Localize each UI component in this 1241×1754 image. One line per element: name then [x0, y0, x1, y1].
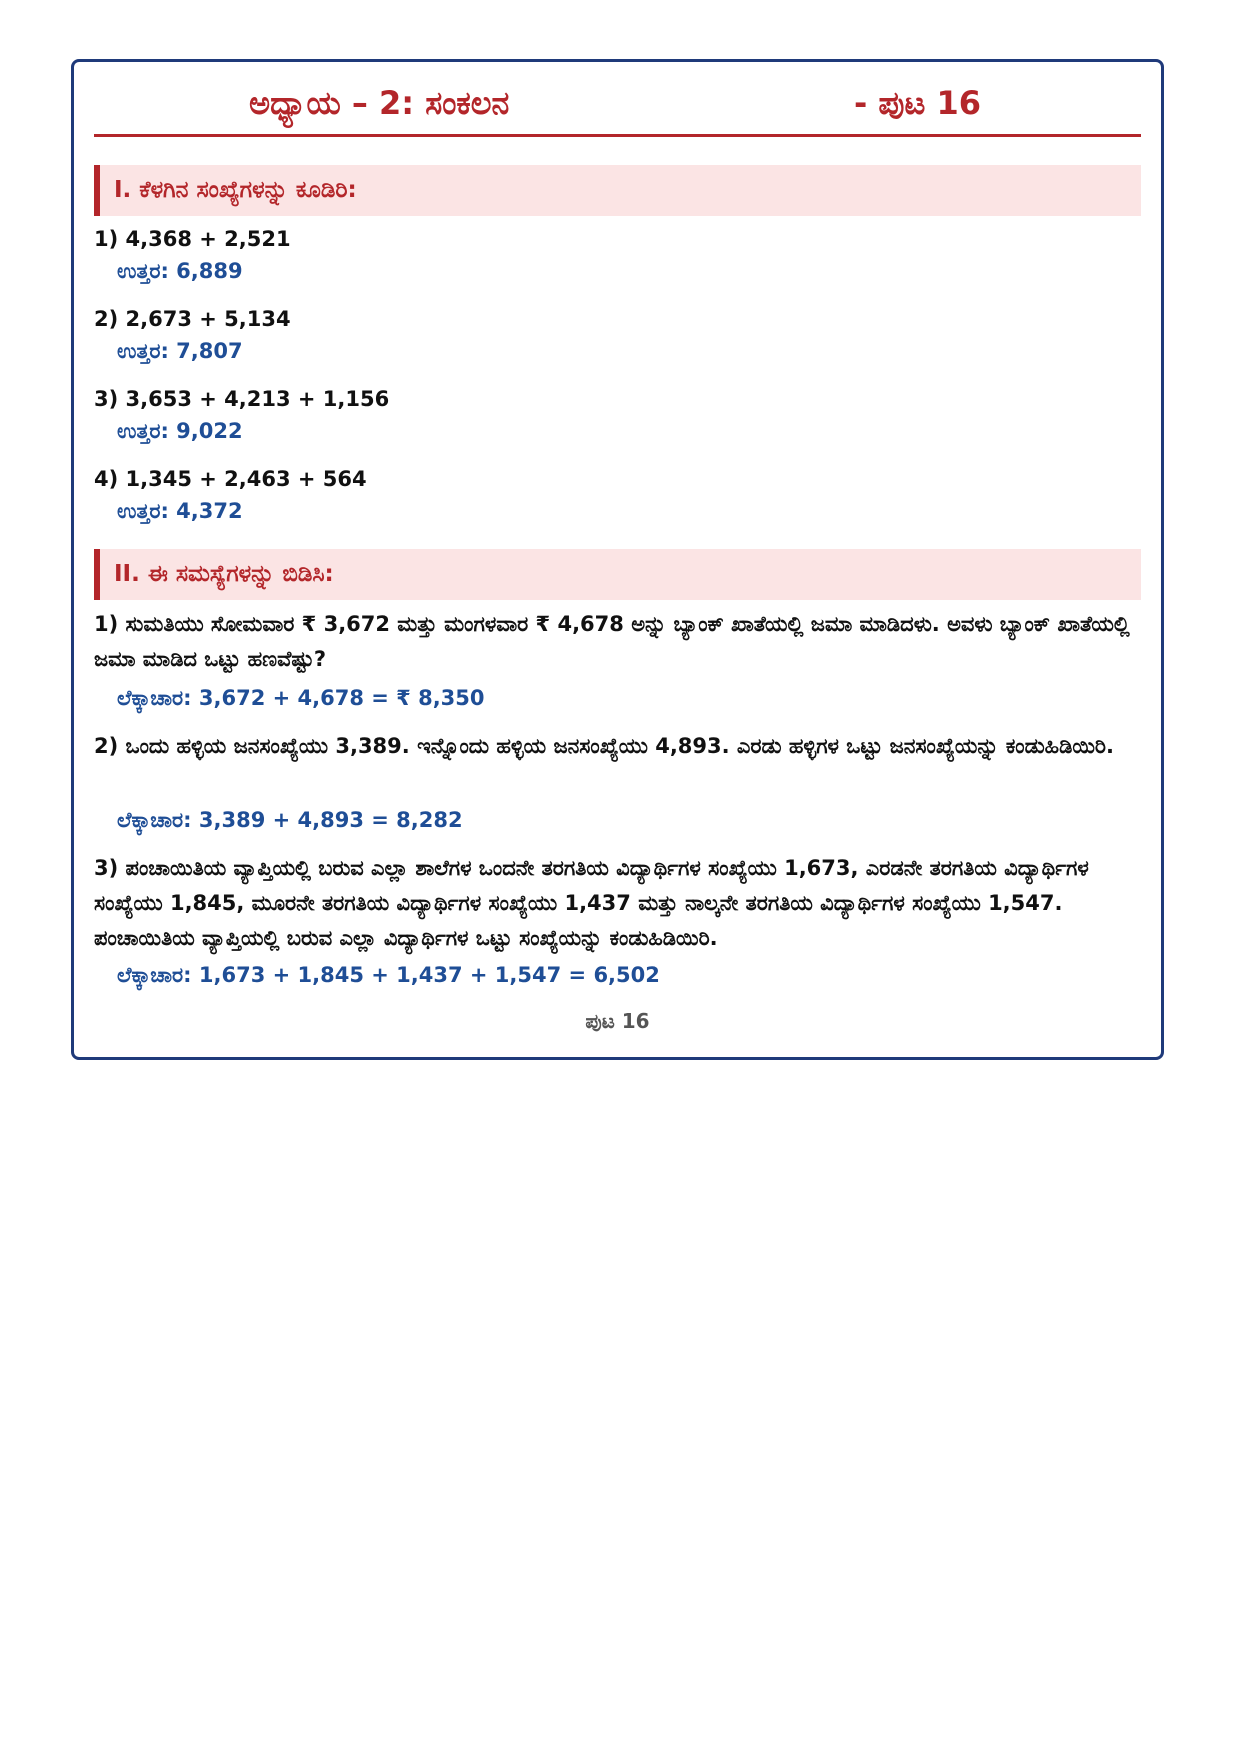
question-1-2: 2) 2,673 + 5,134 — [94, 307, 291, 331]
answer-1-4: ಉತ್ತರ: 4,372 — [117, 499, 243, 523]
answer-1-1: ಉತ್ತರ: 6,889 — [117, 259, 243, 283]
question-2-2: 2) ಒಂದು ಹಳ್ಳಿಯ ಜನಸಂಖ್ಯೆಯು 3,389. ಇನ್ನೊಂದು ಹಳ್ಳಿಯ ಜನಸಂಖ್ಯೆಯು 4,893. ಎರಡು ಹಳ್ಳಿಗಳ ಒಟ್ಟು ಜನಸಂಖ್ಯೆಯನ್ನು ಕಂಡುಹಿಡಿಯಿರಿ. — [94, 734, 1114, 758]
page-footer: ಪುಟ 16 — [585, 1009, 650, 1033]
question-1-4: 4) 1,345 + 2,463 + 564 — [94, 467, 367, 491]
question-2-3: 3) ಪಂಚಾಯಿತಿಯ ವ್ಯಾಪ್ತಿಯಲ್ಲಿ ಬರುವ ಎಲ್ಲಾ ಶಾಲೆಗಳ ಒಂದನೇ ತರಗತಿಯ ವಿದ್ಯಾರ್ಥಿಗಳ ಸಂಖ್ಯೆಯು 1,673, ಎರಡನೇ ತರಗತಿಯ ವಿದ್ಯಾರ್ಥಿಗಳ ಸಂಖ್ಯೆಯು 1,845, ಮೂರನೇ ತರಗತಿಯ ವಿದ್ಯಾರ್ಥಿಗಳ ಸಂಖ್ಯೆಯು 1,437 ಮತ್ತು ನಾಲ್ಕನೇ ತರಗತಿಯ ವಿದ್ಯಾರ್ಥಿಗಳ ಸಂಖ್ಯೆಯು 1,547. ಪಂಚಾಯಿತಿಯ ವ್ಯಾಪ್ತಿಯಲ್ಲಿ ಬರುವ ಎಲ್ಲಾ ವಿದ್ಯಾರ್ಥಿಗಳ ಒಟ್ಟು ಸಂಖ್ಯೆಯನ್ನು ಕಂಡುಹಿಡಿಯಿರಿ. — [94, 856, 1089, 950]
question-1-3: 3) 3,653 + 4,213 + 1,156 — [94, 387, 390, 411]
answer-2-1: ಲೆಕ್ಕಾಚಾರ: 3,672 + 4,678 = ₹ 8,350 — [117, 686, 485, 710]
page-label: - ಪುಟ 16 — [854, 84, 982, 122]
section-heading-1 — [94, 165, 1141, 216]
page-header — [94, 80, 1141, 137]
question-1-1: 1) 4,368 + 2,521 — [94, 227, 291, 251]
answer-2-2: ಲೆಕ್ಕಾಚಾರ: 3,389 + 4,893 = 8,282 — [117, 808, 463, 832]
section-heading-1-label: I. ಕೆಳಗಿನ ಸಂಖ್ಯೆಗಳನ್ನು ಕೂಡಿರಿ: — [114, 177, 357, 203]
answer-1-2: ಉತ್ತರ: 7,807 — [117, 339, 243, 363]
chapter-title: ಅಧ್ಯಾಯ – 2: ಸಂಕಲನ — [249, 84, 510, 122]
answer-2-3: ಲೆಕ್ಕಾಚಾರ: 1,673 + 1,845 + 1,437 + 1,547 = 6,502 — [117, 963, 660, 987]
worksheet-card — [71, 59, 1164, 1060]
answer-1-3: ಉತ್ತರ: 9,022 — [117, 419, 243, 443]
section-heading-2-label: II. ಈ ಸಮಸ್ಯೆಗಳನ್ನು ಬಿಡಿಸಿ: — [114, 561, 334, 587]
question-2-1: 1) ಸುಮತಿಯು ಸೋಮವಾರ ₹ 3,672 ಮತ್ತು ಮಂಗಳವಾರ ₹ 4,678 ಅನ್ನು ಬ್ಯಾಂಕ್ ಖಾತೆಯಲ್ಲಿ ಜಮಾ ಮಾಡಿದಳು. ಅವಳು ಬ್ಯಾಂಕ್ ಖಾತೆಯಲ್ಲಿ ಜಮಾ ಮಾಡಿದ ಒಟ್ಟು ಹಣವೆಷ್ಟು? — [94, 612, 1130, 671]
section-heading-2 — [94, 549, 1141, 600]
